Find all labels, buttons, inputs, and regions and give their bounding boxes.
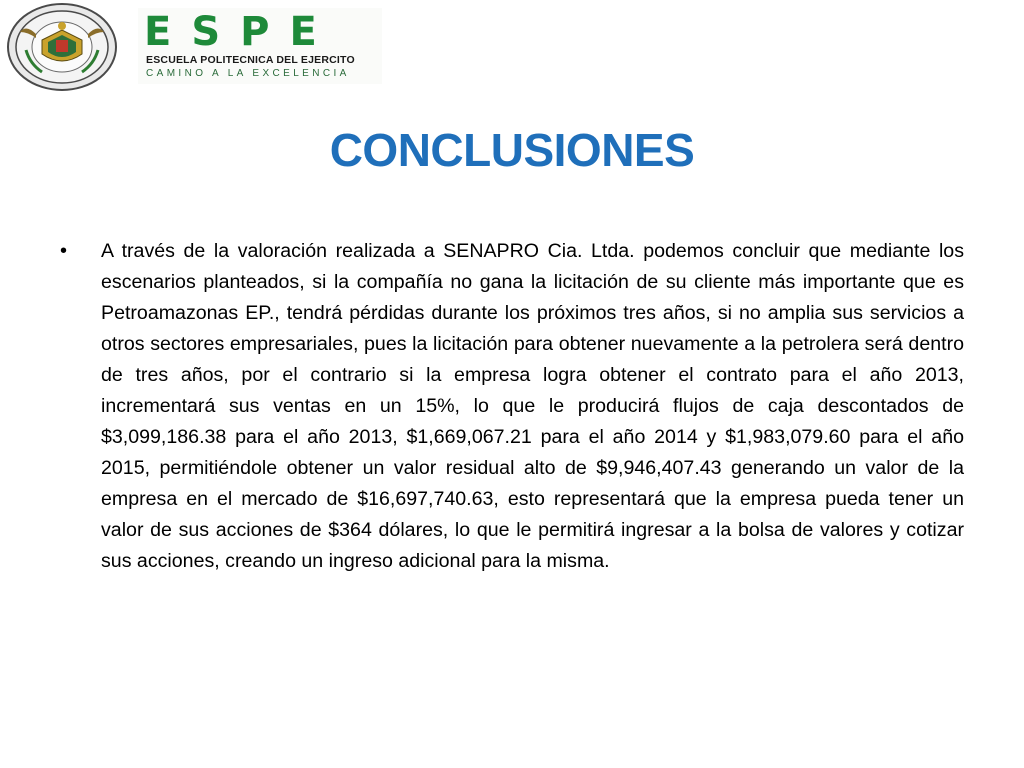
slide-title: CONCLUSIONES — [329, 124, 695, 176]
bullet-marker: • — [60, 240, 68, 262]
logo-institution-name: ESCUELA POLITECNICA DEL EJERCITO — [146, 54, 355, 66]
logo-acronym: ESPE — [144, 9, 337, 55]
logo-motto: CAMINO A LA EXCELENCIA — [146, 68, 350, 79]
bullet-item — [60, 236, 964, 577]
slide-body — [60, 236, 964, 577]
slide-header — [0, 0, 1024, 100]
espe-logo — [138, 8, 382, 84]
espe-seal-icon — [6, 2, 118, 92]
bullet-text: A través de la valoración realizada a SENAPRO Cia. Ltda. podemos concluir que mediante los escenarios planteados, si la compañía no gana la licitación de su cliente más importante que es Petroamazonas EP., tendrá pérdidas durante los próximos tres años, si no amplia sus servicios a otros sectores empresariales, pues la licitación para obtener nuevamente a la petrolera será dentro de tres años, por el contrario si la empresa logra obtener el contrato para el año 2013, incrementará sus ventas en un 15%, lo que le producirá flujos de caja descontados de $3,099,186.38 para el año 2013, $1,669,067.21 para el año 2014 y $1,983,079.60 para el año 2015, permitiéndole obtener un valor residual alto de $9,946,407.43 generando un valor de la empresa en el mercado de $16,697,740.63, esto representará que la empresa pueda tener un valor de sus acciones de $364 dólares, lo que le permitirá ingresar a la bolsa de valores y cotizar sus acciones, creando un ingreso adicional para la misma. — [101, 240, 964, 572]
